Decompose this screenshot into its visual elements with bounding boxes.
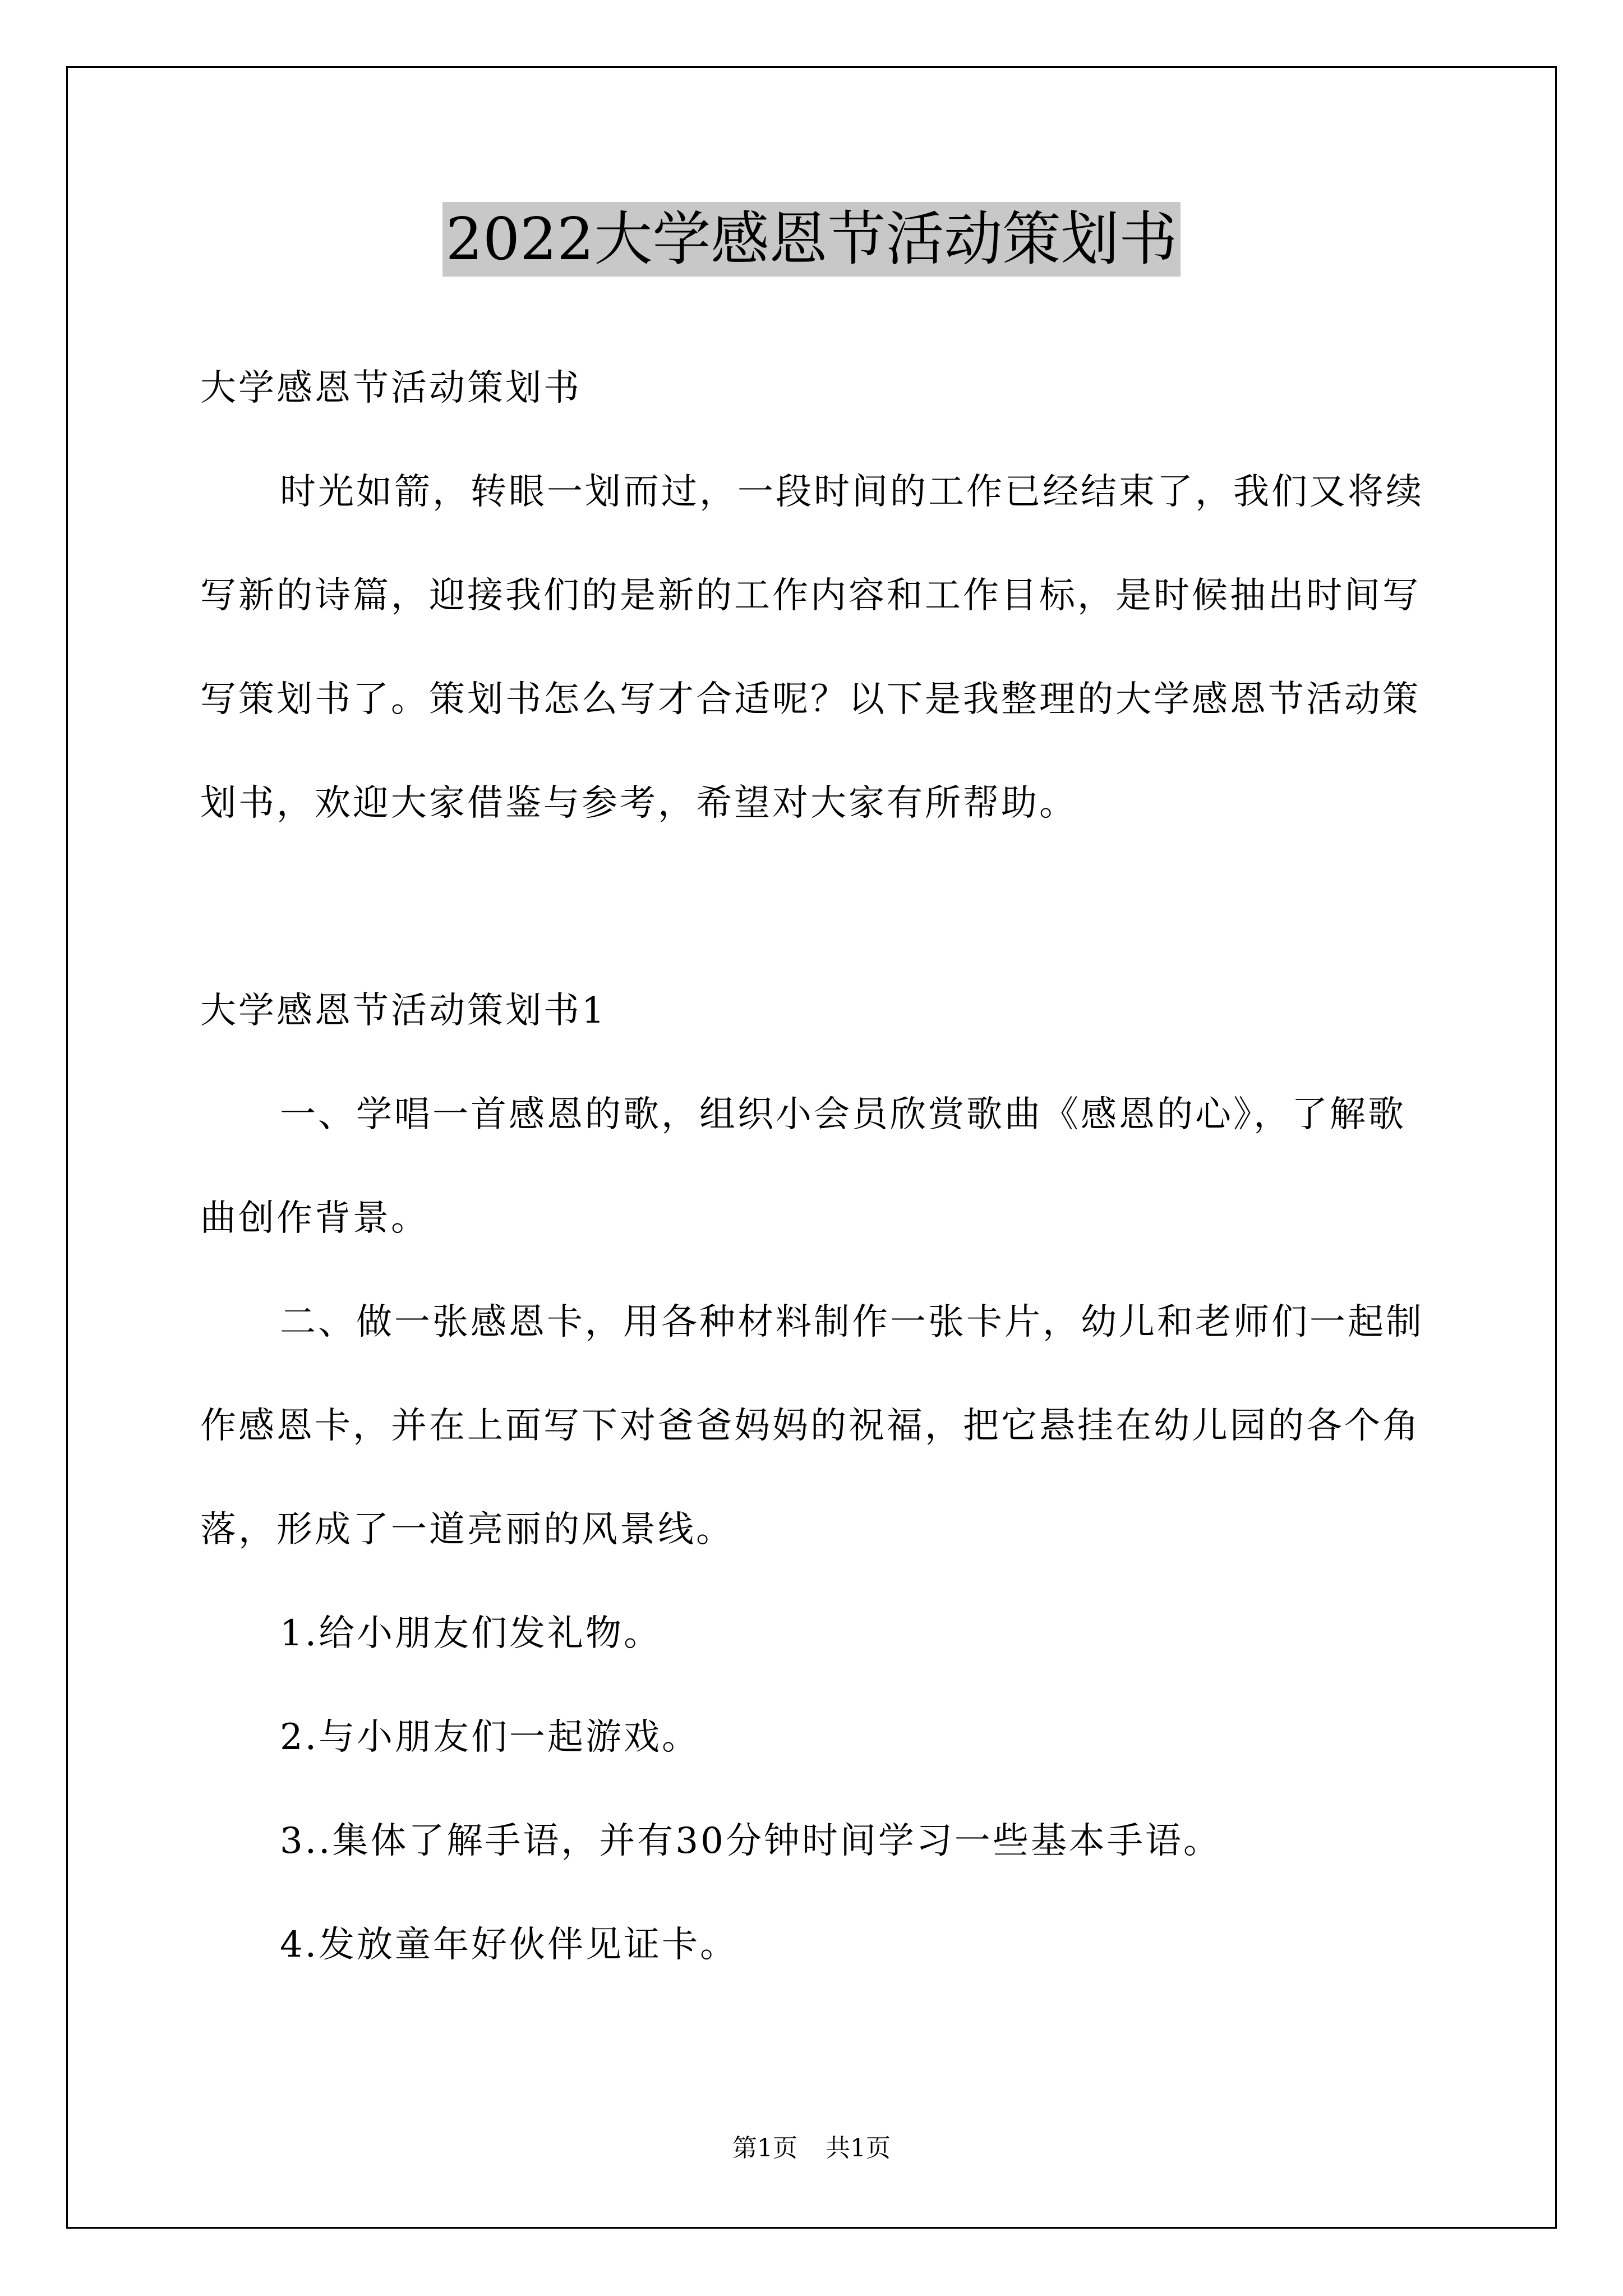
page-total: 共1页 [826, 2134, 891, 2162]
list-item-4: 4.发放童年好伙伴见证卡。 [280, 1924, 739, 1966]
intro-paragraph: 时光如箭，转眼一划而过，一段时间的工作已经结束了，我们又将续写新的诗篇，迎接我们的是新的工作内容和工作目标，是时候抽出时间写写策划书了。策划书怎么写才合适呢？以下是我整理的大学感恩节活动策划书，欢迎大家借鉴与参考，希望对大家有所帮助。 [200, 471, 1424, 824]
subtitle: 大学感恩节活动策划书 [200, 367, 582, 409]
page-current: 第1页 [732, 2134, 797, 2162]
page-footer [0, 2132, 1623, 2165]
document-body [200, 337, 1434, 1997]
list-item-3: 3..集体了解手语，并有30分钟时间学习一些基本手语。 [280, 1820, 1221, 1862]
paragraph-2: 二、做一张感恩卡，用各种材料制作一张卡片，幼儿和老师们一起制作感恩卡，并在上面写下对爸爸妈妈的祝福，把它悬挂在幼儿园的各个角落，形成了一道亮丽的风景线。 [200, 1301, 1424, 1550]
title-container [0, 202, 1623, 277]
paragraph-1: 一、学唱一首感恩的歌，组织小会员欣赏歌曲《感恩的心》，了解歌曲创作背景。 [200, 1094, 1406, 1239]
list-item-1: 1.给小朋友们发礼物。 [280, 1613, 662, 1654]
section-heading: 大学感恩节活动策划书1 [200, 990, 607, 1032]
document-title: 2022大学感恩节活动策划书 [442, 202, 1181, 277]
list-item-2: 2.与小朋友们一起游戏。 [280, 1717, 700, 1758]
section-gap [200, 855, 1434, 959]
